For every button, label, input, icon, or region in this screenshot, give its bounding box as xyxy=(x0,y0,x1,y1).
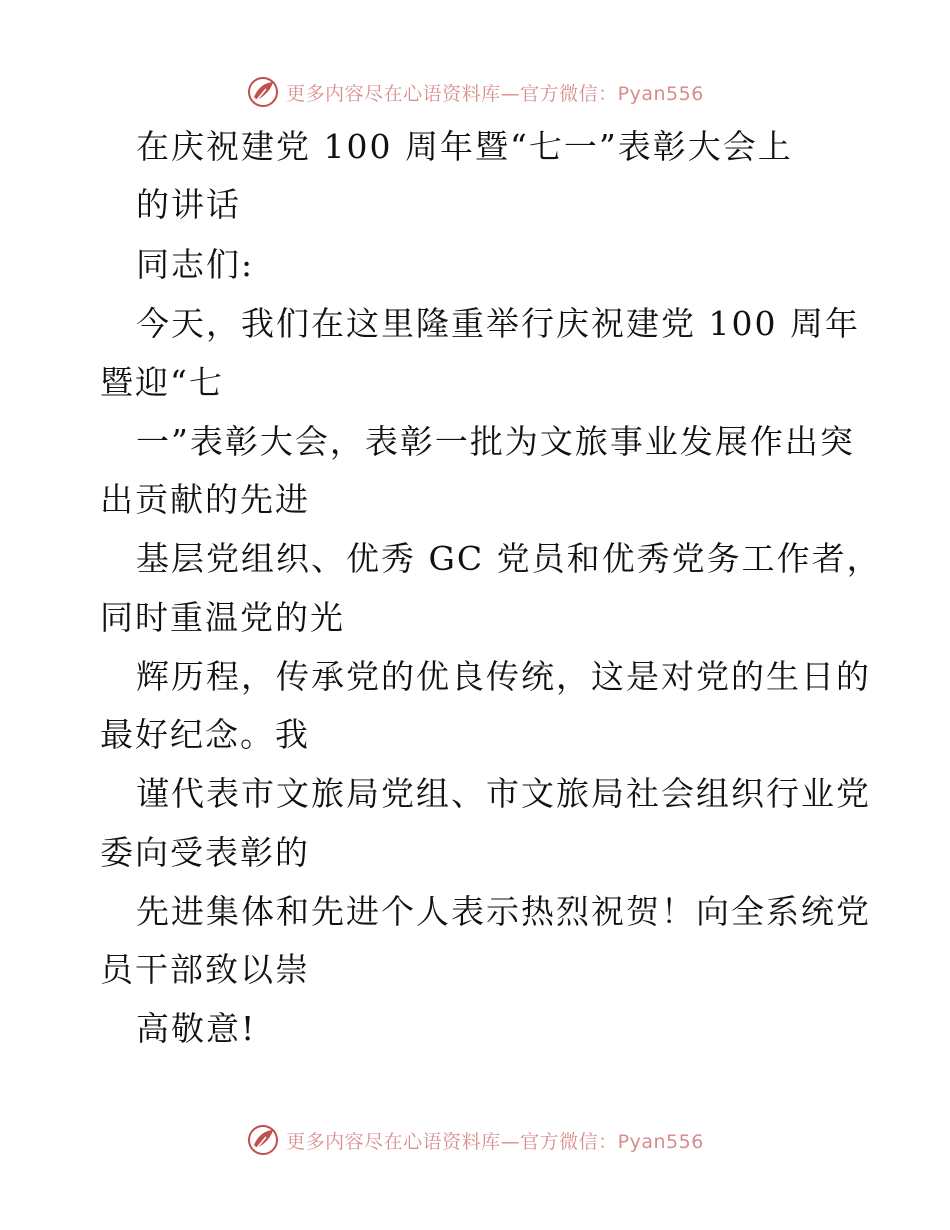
footer-watermark xyxy=(0,1120,950,1160)
paragraph-line: 出贡献的先进 xyxy=(100,480,310,519)
header-watermark xyxy=(0,72,950,112)
title-line-2: 的讲话 xyxy=(136,185,241,224)
leaf-pen-logo-icon xyxy=(246,1123,280,1157)
salutation: 同志们: xyxy=(136,245,255,284)
paragraph-line: 最好纪念。我 xyxy=(100,715,310,754)
leaf-pen-logo-icon xyxy=(246,75,280,109)
title-line-1: 在庆祝建党 100 周年暨“七一”表彰大会上 xyxy=(136,127,793,166)
paragraph-line: 基层党组织、优秀 GC 党员和优秀党务工作者， xyxy=(136,539,882,578)
watermark-text: 更多内容尽在心语资料库—官方微信：Pyan556 xyxy=(286,82,704,105)
paragraph-line: 员干部致以崇 xyxy=(100,950,310,989)
paragraph-line: 先进集体和先进个人表示热烈祝贺！向全系统党 xyxy=(136,892,871,931)
paragraph-line: 高敬意! xyxy=(136,1009,257,1048)
paragraph-line: 同时重温党的光 xyxy=(100,598,345,637)
paragraph-line: 辉历程，传承党的优良传统，这是对党的生日的 xyxy=(136,657,871,696)
paragraph-line: 暨迎“七 xyxy=(100,363,224,402)
paragraph-line: 谨代表市文旅局党组、市文旅局社会组织行业党 xyxy=(136,774,871,813)
paragraph-line: 委向受表彰的 xyxy=(100,833,310,872)
watermark-text: 更多内容尽在心语资料库—官方微信：Pyan556 xyxy=(286,1130,704,1153)
paragraph-line: 一”表彰大会，表彰一批为文旅事业发展作出突 xyxy=(136,422,855,461)
paragraph-line: 今天，我们在这里隆重举行庆祝建党 100 周年 xyxy=(136,304,860,343)
